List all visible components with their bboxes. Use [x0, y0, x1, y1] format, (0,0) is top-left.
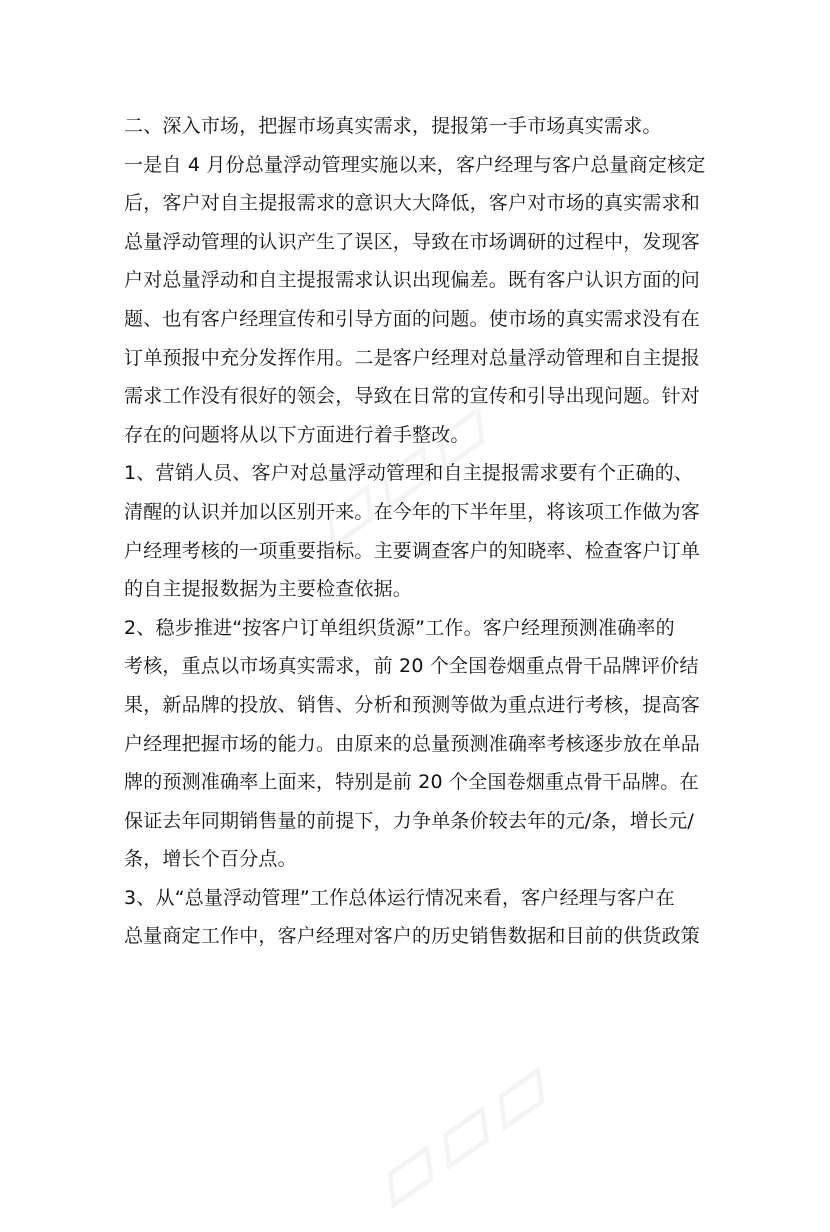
text-line: 保证去年同期销售量的前提下，力争单条价较去年的元/条，增长元/: [124, 809, 695, 832]
text-line: 户经理考核的一项重要指标。主要调查客户的知晓率、检查客户订单: [124, 539, 701, 562]
text-line: 的自主提报数据为主要检查依据。: [124, 578, 413, 601]
text-line: 清醒的认识并加以区别开来。在今年的下半年里，将该项工作做为客: [124, 500, 701, 523]
text-line: 果，新品牌的投放、销售、分析和预测等做为重点进行考核，提高客: [124, 693, 701, 716]
text-line: 3、从“总量浮动管理”工作总体运行情况来看，客户经理与客户在: [124, 886, 675, 909]
text-line: 牌的预测准确率上面来，特别是前 20 个全国卷烟重点骨干品牌。在: [124, 771, 699, 794]
text-line: 需求工作没有很好的领会，导致在日常的宣传和引导出现问题。针对: [124, 385, 701, 408]
text-line: 题、也有客户经理宣传和引导方面的问题。使市场的真实需求没有在: [124, 307, 701, 330]
text-line: 后，客户对自主提报需求的意识大大降低，客户对市场的真实需求和: [124, 192, 701, 215]
text-line: 考核，重点以市场真实需求，前 20 个全国卷烟重点骨干品牌评价结: [124, 655, 699, 678]
text-line: 总量商定工作中，客户经理对客户的历史销售数据和目前的供货政策: [124, 925, 701, 948]
document-body: [124, 107, 714, 956]
text-line: 1、营销人员、客户对总量浮动管理和自主提报需求要有个正确的、: [124, 462, 694, 485]
text-line: 条，增长个百分点。: [124, 848, 297, 871]
text-line: 一是自 4 月份总量浮动管理实施以来，客户经理与客户总量商定核定: [124, 153, 706, 176]
text-line: 2、稳步推进“按客户订单组织货源”工作。客户经理预测准确率的: [124, 616, 675, 639]
text-line: 户经理把握市场的能力。由原来的总量预测准确率考核逐步放在单品: [124, 732, 701, 755]
text-line: 总量浮动管理的认识产生了误区，导致在市场调研的过程中，发现客: [124, 230, 701, 253]
text-line: 存在的问题将从以下方面进行着手整改。: [124, 423, 470, 446]
watermark-shape-bottom: [349, 1031, 574, 1232]
text-line: 户对总量浮动和自主提报需求认识出现偏差。既有客户认识方面的问: [124, 269, 701, 292]
text-line: 订单预报中充分发挥作用。二是客户经理对总量浮动管理和自主提报: [124, 346, 701, 369]
text-line: 二、深入市场，把握市场真实需求，提报第一手市场真实需求。: [124, 115, 662, 137]
